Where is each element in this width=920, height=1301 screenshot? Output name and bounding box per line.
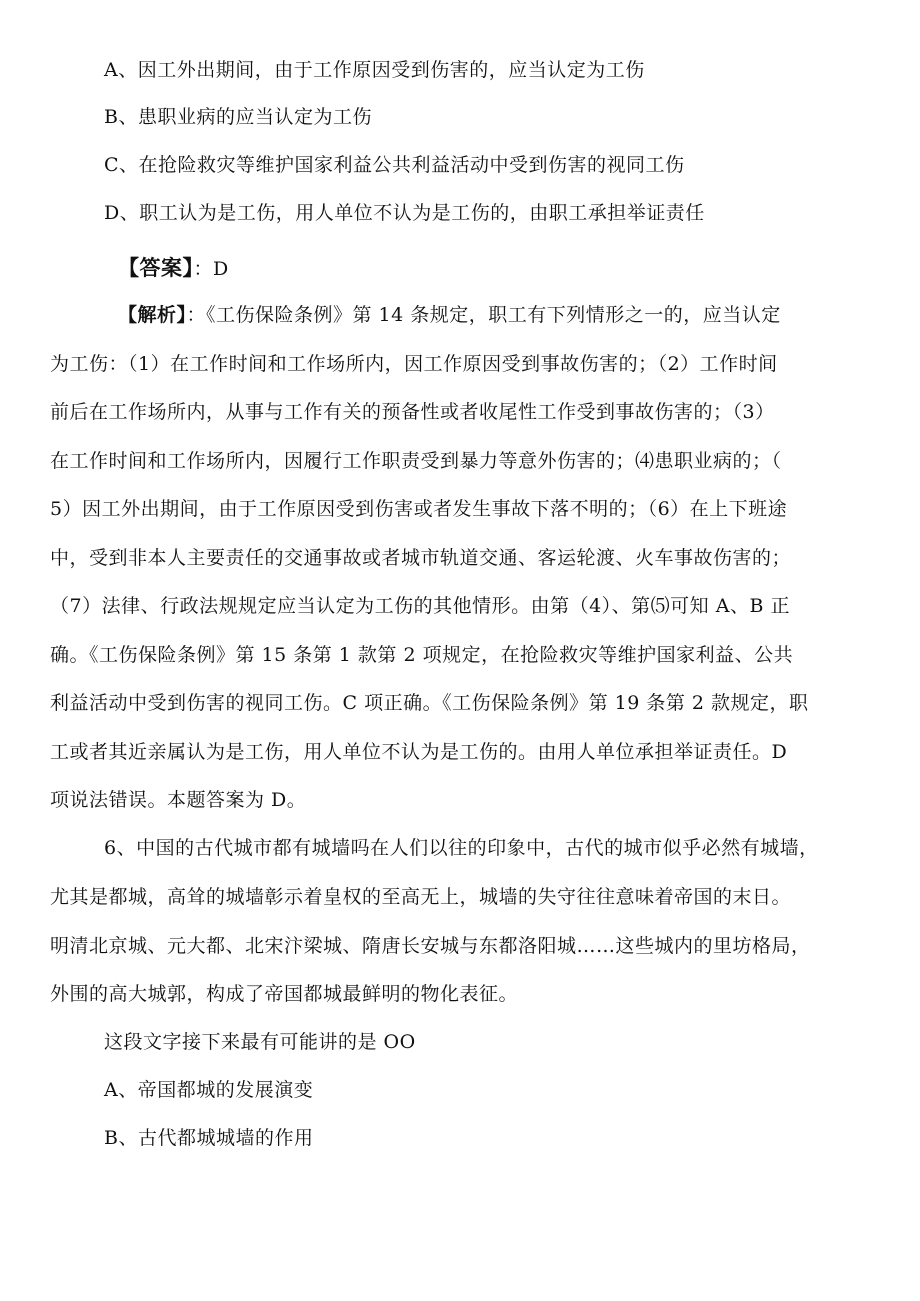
- q6-stem-line-3: 明清北京城、元大都、北宋汴梁城、隋唐长安城与东都洛阳城……这些城内的里坊格局，: [50, 935, 811, 957]
- q5-option-d: D、职工认为是工伤，用人单位不认为是工伤的，由职工承担举证责任: [104, 202, 705, 224]
- q5-option-c: C、在抢险救灾等维护国家利益公共利益活动中受到伤害的视同工伤: [104, 154, 685, 176]
- q6-stem-line-2: 尤其是都城，高耸的城墙彰示着皇权的至高无上，城墙的失守往往意味着帝国的末日。: [50, 886, 792, 908]
- answer-label: 【答案】: [118, 256, 194, 280]
- q5-analysis-line-2: 为工伤：（1）在工作时间和工作场所内，因工作原因受到事故伤害的；（2）工作时间: [50, 353, 778, 375]
- q5-option-a: A、因工外出期间，由于工作原因受到伤害的，应当认定为工伤: [104, 59, 645, 81]
- q5-analysis-line-3: 前后在工作场所内，从事与工作有关的预备性或者收尾性工作受到事故伤害的；（3）: [50, 401, 775, 423]
- q5-analysis-line-6: 中，受到非本人主要责任的交通事故或者城市轨道交通、客运轮渡、火车事故伤害的；: [50, 547, 792, 569]
- q5-analysis-line-10: 工或者其近亲属认为是工伤，用人单位不认为是工伤的。由用人单位承担举证责任。D: [50, 741, 788, 763]
- q5-analysis-line-1: [118, 303, 781, 327]
- q5-analysis-line-5: 5）因工外出期间，由于工作原因受到伤害或者发生事故下落不明的；（6）在上下班途: [50, 498, 788, 520]
- q6-question: 这段文字接下来最有可能讲的是 OO: [104, 1031, 416, 1053]
- q5-analysis-line-11: 项说法错误。本题答案为 D。: [50, 789, 307, 811]
- q5-answer: [118, 256, 229, 281]
- analysis-label: 【解析】: [118, 304, 187, 326]
- q6-stem-line-4: 外围的高大城郭，构成了帝国都城最鲜明的物化表征。: [50, 983, 519, 1005]
- q5-analysis-line-9: 利益活动中受到伤害的视同工伤。C 项正确。《工伤保险条例》第 19 条第 2 款规定，职: [50, 692, 809, 714]
- q6-option-a: A、帝国都城的发展演变: [104, 1079, 314, 1101]
- analysis-text-1: ：《工伤保险条例》第 14 条规定，职工有下列情形之一的，应当认定: [186, 304, 781, 326]
- q5-analysis-line-4: 在工作时间和工作场所内，因履行工作职责受到暴力等意外伤害的；⑷患职业病的；（: [50, 450, 782, 472]
- answer-value: ：D: [193, 258, 229, 280]
- q5-analysis-line-8: 确。《工伤保险条例》第 15 条第 1 款第 2 项规定，在抢险救灾等维护国家利益、公共: [50, 644, 794, 666]
- q5-option-b: B、患职业病的应当认定为工伤: [104, 106, 372, 128]
- q6-option-b: B、古代都城城墙的作用: [104, 1127, 314, 1149]
- q5-analysis-line-7: （7）法律、行政法规规定应当认定为工伤的其他情形。由第（4）、第⑸可知 A、B 正: [50, 595, 790, 617]
- q6-stem-line-1: 6、中国的古代城市都有城墙吗在人们以往的印象中，古代的城市似乎必然有城墙，: [104, 837, 819, 859]
